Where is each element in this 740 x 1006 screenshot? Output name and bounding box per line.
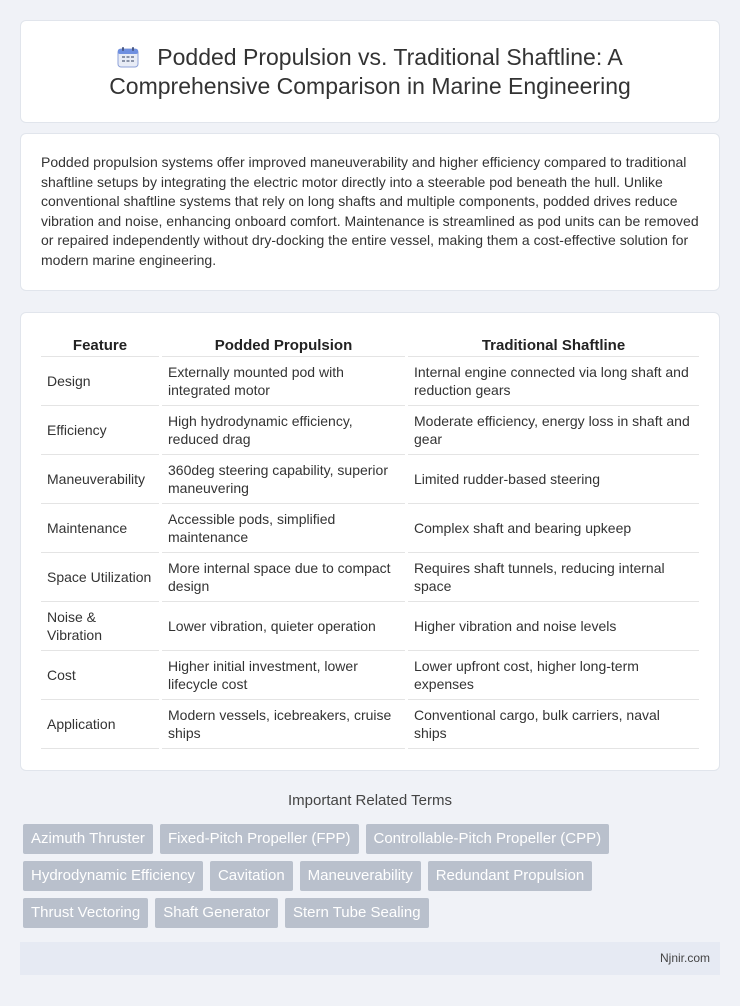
table-row bbox=[41, 455, 699, 504]
header-shaftline: Traditional Shaftline bbox=[408, 333, 699, 357]
shaftline-cell: Internal engine connected via long shaft and reduction gears bbox=[408, 357, 699, 406]
calendar-icon bbox=[117, 46, 139, 68]
related-term-tag[interactable]: Thrust Vectoring bbox=[23, 898, 148, 928]
podded-cell: Accessible pods, simplified maintenance bbox=[162, 504, 405, 553]
table-row bbox=[41, 406, 699, 455]
table-header-row bbox=[41, 333, 699, 357]
header-feature: Feature bbox=[41, 333, 159, 357]
podded-cell: High hydrodynamic efficiency, reduced drag bbox=[162, 406, 405, 455]
podded-cell: Lower vibration, quieter operation bbox=[162, 602, 405, 651]
related-term-tag[interactable]: Maneuverability bbox=[300, 861, 421, 891]
podded-cell: Higher initial investment, lower lifecycle cost bbox=[162, 651, 405, 700]
comparison-table bbox=[38, 333, 702, 749]
shaftline-cell: Lower upfront cost, higher long-term expenses bbox=[408, 651, 699, 700]
related-term-tag[interactable]: Redundant Propulsion bbox=[428, 861, 592, 891]
shaftline-cell: Limited rudder-based steering bbox=[408, 455, 699, 504]
feature-cell: Design bbox=[41, 357, 159, 406]
page-title bbox=[21, 43, 719, 101]
podded-cell: Modern vessels, icebreakers, cruise ships bbox=[162, 700, 405, 749]
related-term-tag[interactable]: Stern Tube Sealing bbox=[285, 898, 429, 928]
feature-cell: Cost bbox=[41, 651, 159, 700]
table-row bbox=[41, 602, 699, 651]
shaftline-cell: Complex shaft and bearing upkeep bbox=[408, 504, 699, 553]
related-term-tag[interactable]: Controllable-Pitch Propeller (CPP) bbox=[366, 824, 610, 854]
related-terms-list bbox=[23, 824, 723, 935]
feature-cell: Maintenance bbox=[41, 504, 159, 553]
intro-paragraph: Podded propulsion systems offer improved maneuverability and higher efficiency compared to traditional shaftline setups by integrating the electric motor directly into a steerable pod beneath the hull. Unlike conventional shaftline systems that rely on long shafts and multiple components, podded drives reduce vibration and noise, enhancing onboard comfort. Maintenance is streamlined as pod units can be removed or repaired independently without dry-docking the entire vessel, making them a cost-effective solution for modern marine engineering. bbox=[41, 154, 699, 268]
shaftline-cell: Higher vibration and noise levels bbox=[408, 602, 699, 651]
podded-cell: 360deg steering capability, superior maneuvering bbox=[162, 455, 405, 504]
table-row bbox=[41, 504, 699, 553]
shaftline-cell: Conventional cargo, bulk carriers, naval ships bbox=[408, 700, 699, 749]
related-term-tag[interactable]: Hydrodynamic Efficiency bbox=[23, 861, 203, 891]
feature-cell: Maneuverability bbox=[41, 455, 159, 504]
footer-site-link[interactable]: Njnir.com bbox=[659, 951, 710, 965]
table-row bbox=[41, 357, 699, 406]
shaftline-cell: Moderate efficiency, energy loss in shaft and gear bbox=[408, 406, 699, 455]
comparison-card bbox=[20, 312, 720, 771]
feature-cell: Space Utilization bbox=[41, 553, 159, 602]
feature-cell: Application bbox=[41, 700, 159, 749]
related-term-tag[interactable]: Fixed-Pitch Propeller (FPP) bbox=[160, 824, 359, 854]
related-terms-title: Important Related Terms bbox=[288, 792, 452, 809]
feature-cell: Noise & Vibration bbox=[41, 602, 159, 651]
feature-cell: Efficiency bbox=[41, 406, 159, 455]
podded-cell: More internal space due to compact design bbox=[162, 553, 405, 602]
podded-cell: Externally mounted pod with integrated motor bbox=[162, 357, 405, 406]
footer bbox=[20, 942, 720, 975]
related-term-tag[interactable]: Cavitation bbox=[210, 861, 293, 891]
related-term-tag[interactable]: Azimuth Thruster bbox=[23, 824, 153, 854]
table-row bbox=[41, 553, 699, 602]
header-podded: Podded Propulsion bbox=[162, 333, 405, 357]
page-title-text: Podded Propulsion vs. Traditional Shaftline: A Comprehensive Comparison in Marine Engineering bbox=[109, 43, 631, 99]
title-card bbox=[20, 20, 720, 123]
table-row bbox=[41, 700, 699, 749]
related-term-tag[interactable]: Shaft Generator bbox=[155, 898, 278, 928]
table-row bbox=[41, 651, 699, 700]
shaftline-cell: Requires shaft tunnels, reducing internal space bbox=[408, 553, 699, 602]
intro-card bbox=[20, 133, 720, 291]
